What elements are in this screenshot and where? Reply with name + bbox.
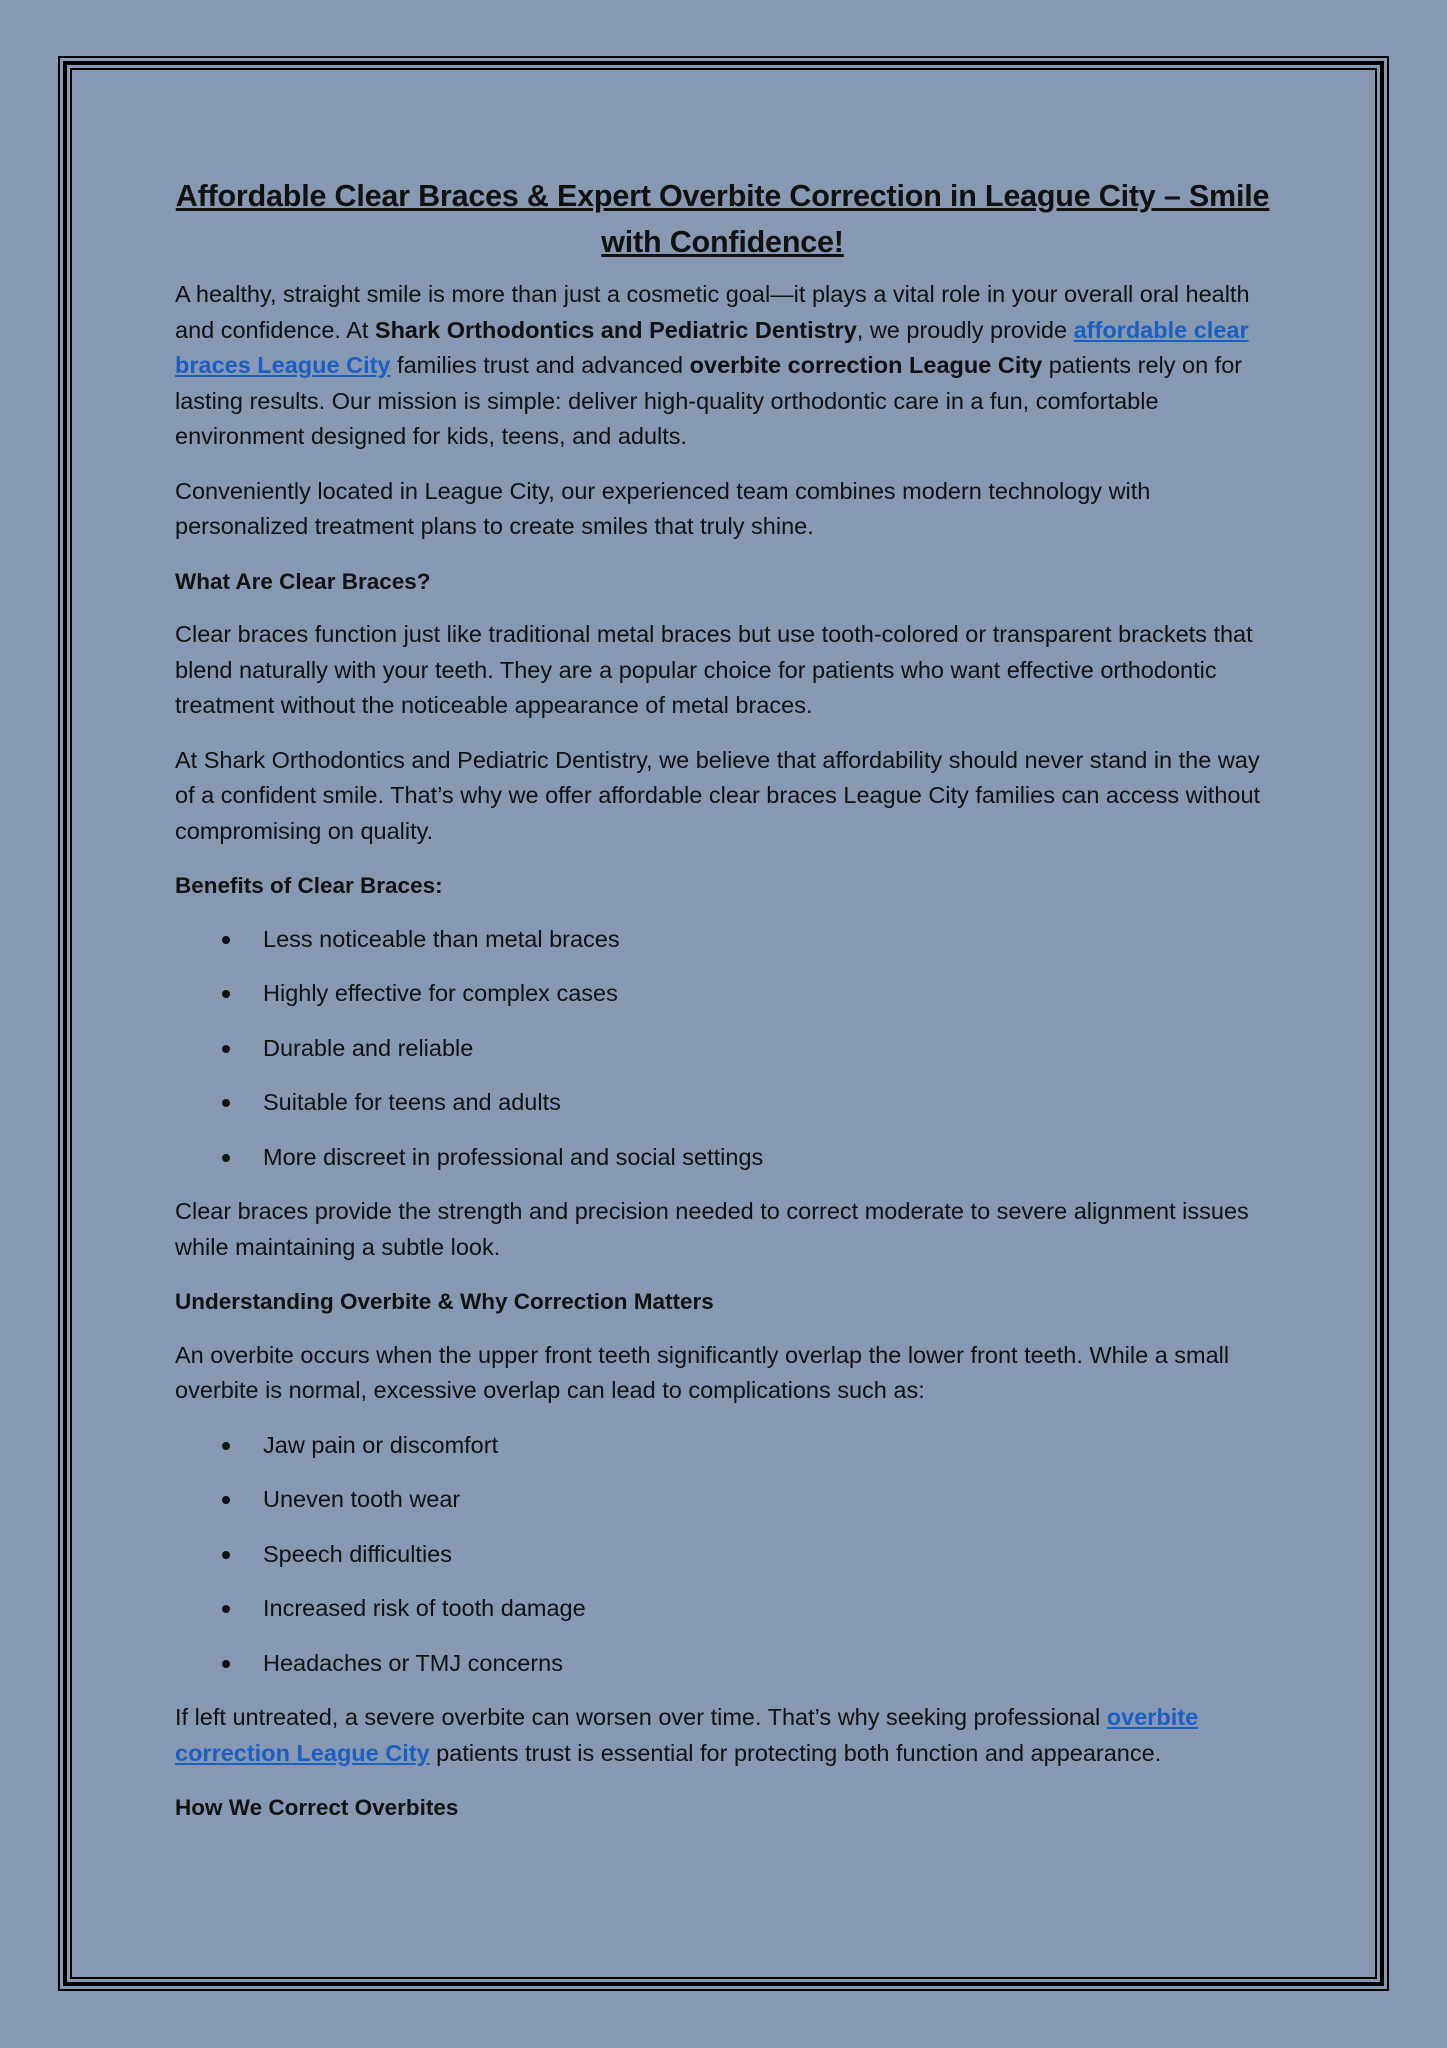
list-item: Jaw pain or discomfort: [175, 1428, 1270, 1464]
overbite-paragraph: An overbite occurs when the upper front teeth significantly overlap the lower front teeth. While a small overbite is normal, excessive overlap can lead to complications such as:: [175, 1341, 1230, 1403]
list-item: More discreet in professional and social settings: [175, 1140, 1270, 1176]
location-paragraph: Conveniently located in League City, our experienced team combines modern technology with personalized treatment plans to create smiles that truly shine.: [175, 477, 1151, 539]
overbite-correction-bold: overbite correction League City: [689, 352, 1043, 378]
practice-name: Shark Orthodontics and Pediatric Dentistry: [374, 316, 857, 343]
intro-paragraph: [175, 277, 1270, 455]
clear-braces-paragraph-1: Clear braces function just like traditional metal braces but use tooth-colored or transparent brackets that blend naturally with your teeth. They are a popular choice for patients who want effective orthodontic treatment without the noticeable appearance of metal braces.: [175, 621, 1253, 718]
clear-braces-paragraph-2: At Shark Orthodontics and Pediatric Dentistry, we believe that affordability should never stand in the way of a confident smile. That’s why we offer affordable clear braces League City families can access without compromising on quality.: [175, 746, 1261, 844]
clear-braces-heading: What Are Clear Braces?: [175, 568, 431, 594]
list-item: Durable and reliable: [175, 1031, 1270, 1067]
overbite-correction-link[interactable]: overbite correction League City: [175, 1704, 1199, 1766]
list-item: Suitable for teens and adults: [175, 1085, 1270, 1121]
overbite-closing-text-2: patients trust is essential for protecting both function and appearance.: [429, 1739, 1162, 1766]
benefits-list: [175, 922, 1270, 1176]
clear-braces-link[interactable]: affordable clear braces League City: [175, 316, 1249, 378]
overbite-heading: Understanding Overbite & Why Correction Matters: [175, 1289, 714, 1314]
benefits-heading: Benefits of Clear Braces:: [175, 873, 443, 898]
list-item: Less noticeable than metal braces: [175, 922, 1270, 958]
document-body: [175, 173, 1270, 1844]
intro-text-4: patients rely on for lasting results. Our mission is simple: deliver high-quality orthodontic care in a fun, comfortable environment designed for kids, teens, and adults.: [175, 352, 1243, 449]
intro-text-1: A healthy, straight smile is more than just a cosmetic goal—it plays a vital role in your overall oral health and confidence. At: [175, 281, 1250, 343]
intro-text-3: families trust and advanced: [390, 352, 690, 378]
overbite-closing-paragraph: [175, 1700, 1270, 1771]
page-title: Affordable Clear Braces & Expert Overbite Correction in League City – Smile with Confidence!: [175, 179, 1270, 259]
list-item: Headaches or TMJ concerns: [175, 1646, 1270, 1682]
list-item: Highly effective for complex cases: [175, 976, 1270, 1012]
intro-text-2: , we proudly provide: [856, 316, 1074, 343]
overbite-closing-text-1: If left untreated, a severe overbite can worsen over time. That’s why seeking professional: [175, 1704, 1107, 1730]
list-item: Increased risk of tooth damage: [175, 1591, 1270, 1627]
benefits-closing-paragraph: Clear braces provide the strength and precision needed to correct moderate to severe alignment issues while maintaining a subtle look.: [175, 1198, 1249, 1260]
how-we-correct-heading: How We Correct Overbites: [175, 1795, 459, 1820]
complications-list: [175, 1428, 1270, 1682]
list-item: Uneven tooth wear: [175, 1482, 1270, 1518]
list-item: Speech difficulties: [175, 1537, 1270, 1573]
